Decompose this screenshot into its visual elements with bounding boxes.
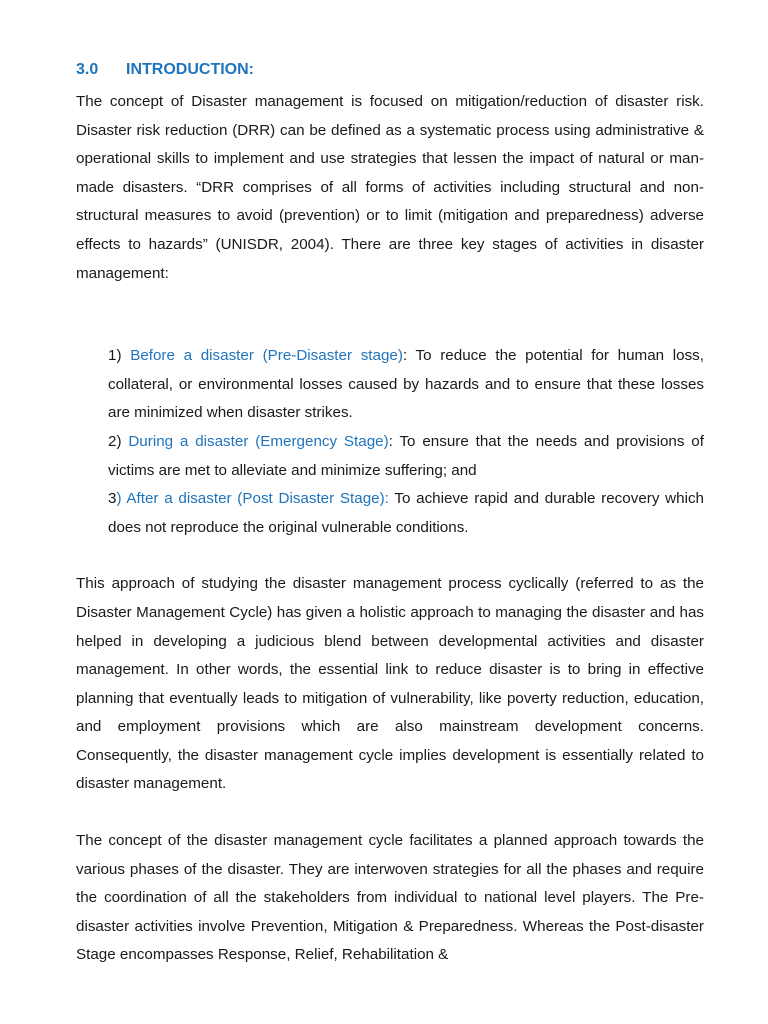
list-item [108,428,704,485]
stages-list [76,342,704,542]
list-item [108,485,704,542]
document-page [76,58,704,970]
section-heading [76,58,704,82]
list-item-number: 1) [108,347,131,365]
list-item-term: ) After a disaster (Post Disaster Stage): [116,490,389,508]
list-item [108,342,704,428]
list-item-number: 2) [108,432,129,450]
intro-paragraph: The concept of Disaster management is focused on mitigation/reduction of disaster risk. Disaster risk reduction (DRR) can be defined as a systematic process using administrative & operational skills to implement and use strategies that lessen the impact of natural or man-made disasters. “DRR comprises of all forms of activities including structural and non-structural measures to avoid (prevention) or to limit (mitigation and preparedness) adverse effects to hazards” (UNISDR, 2004). There are three key stages of activities in disaster management: [76,93,704,282]
section-number: 3.0 [76,61,99,78]
list-item-description: : To reduce the potential for human loss, collateral, or environmental losses caused by hazards and to ensure that these losses are minimized when disaster strikes. [108,347,704,422]
list-item-term: Before a disaster (Pre-Disaster stage) [130,347,403,365]
list-item-number: 3 [108,490,117,508]
list-item-description: : To ensure that the needs and provisions of victims are met to alleviate and minimize suffering; and [108,432,704,479]
section-title: INTRODUCTION: [126,61,254,78]
list-item-term: During a disaster (Emergency Stage) [128,432,389,450]
cycle-paragraph: This approach of studying the disaster management process cyclically (referred to as the Disaster Management Cycle) has given a holistic approach to managing the disaster and has helped in developing a judicious blend between developmental activities and disaster management. In other words, the essential link to reduce disaster is to bring in effective planning that eventually leads to mitigation of vulnerability, like poverty reduction, education, and employment provisions which are also mainstream development concerns. Consequently, the disaster management cycle implies development is essentially related to disaster management. [76,575,704,793]
concept-paragraph: The concept of the disaster management cycle facilitates a planned approach towards the various phases of the disaster. They are interwoven strategies for all the phases and require the coordination of all the stakeholders from individual to national level players. The Pre-disaster activities involve Prevention, Mitigation & Preparedness. Whereas the Post-disaster Stage encompasses Response, Relief, Rehabilitation & [76,832,704,964]
list-item-description: To achieve rapid and durable recovery which does not reproduce the original vulnerable conditions. [108,490,704,536]
